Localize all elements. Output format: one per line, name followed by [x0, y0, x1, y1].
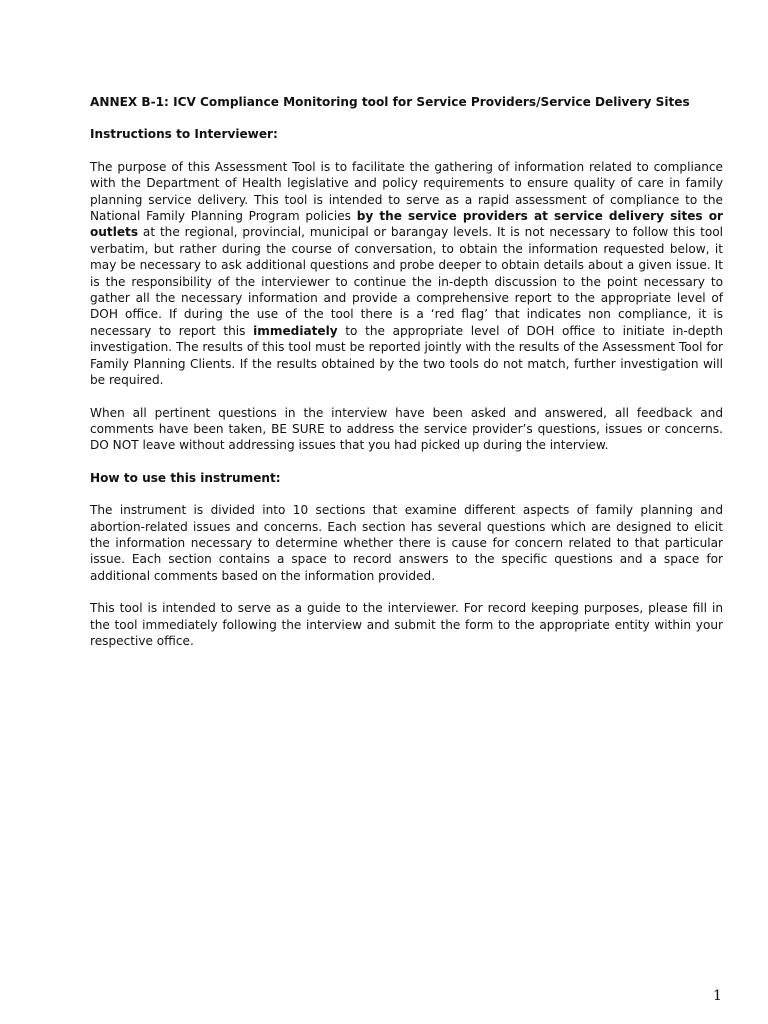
instrument-paragraph: The instrument is divided into 10 sections that examine different aspects of family planning and abortion-related issues and concerns. Each section has several questions which are designed to elicit the information necessary to determine whether there is cause for concern related to that particular issue. Each section contains a space to record answers to the specific questions and a space for additional comments based on the information provided. [90, 503, 723, 583]
instructions-heading: Instructions to Interviewer: [90, 127, 278, 142]
feedback-paragraph: When all pertinent questions in the interview have been asked and answered, all feedback and comments have been taken, BE SURE to address the service provider’s questions, issues or concerns. DO NOT leave without addressing issues that you had picked up during the interview. [90, 405, 723, 453]
purpose-text-2: at the regional, provincial, municipal or barangay levels. It is not necessary to follow this tool verbatim, but rather during the course of conversation, to obtain the information requested below, it may be necessary to ask additional questions and probe deeper to obtain details about a given issue. It is the responsibility of the interviewer to continue the in-depth discussion to the point necessary to gather all the necessary information and provide a comprehensive report to the appropriate level of DOH office. If during the use of the tool there is a ‘red flag’ that indicates non compliance, it is necessary to report this [90, 225, 723, 338]
purpose-text-3: to the appropriate level of DOH office to initiate in-depth investigation. The results of this tool must be reported jointly with the results of the Assessment Tool for Family Planning Clients. If the results obtained by the two tools do not match, further investigation will be required. [90, 323, 723, 388]
purpose-bold-1: by the service providers at service delivery sites or outlets [90, 209, 724, 240]
how-to-heading: How to use this instrument: [90, 470, 281, 485]
document-title: ANNEX B-1: ICV Compliance Monitoring tool for Service Providers/Service Delivery Sites [90, 95, 690, 109]
purpose-paragraph [90, 159, 723, 389]
purpose-text-1: The purpose of this Assessment Tool is to facilitate the gathering of information related to compliance with the Department of Health legislative and policy requirements to ensure quality of care in family planning service delivery. This tool is intended to serve as a rapid assessment of compliance to the National Family Planning Program policies [90, 159, 723, 224]
guide-paragraph: This tool is intended to serve as a guide to the interviewer. For record keeping purposes, please fill in the tool immediately following the interview and submit the form to the appropriate entity within your respective office. [90, 601, 723, 648]
page-number: 1 [713, 988, 722, 1004]
purpose-bold-2: immediately [253, 323, 338, 338]
document-page [90, 94, 723, 665]
